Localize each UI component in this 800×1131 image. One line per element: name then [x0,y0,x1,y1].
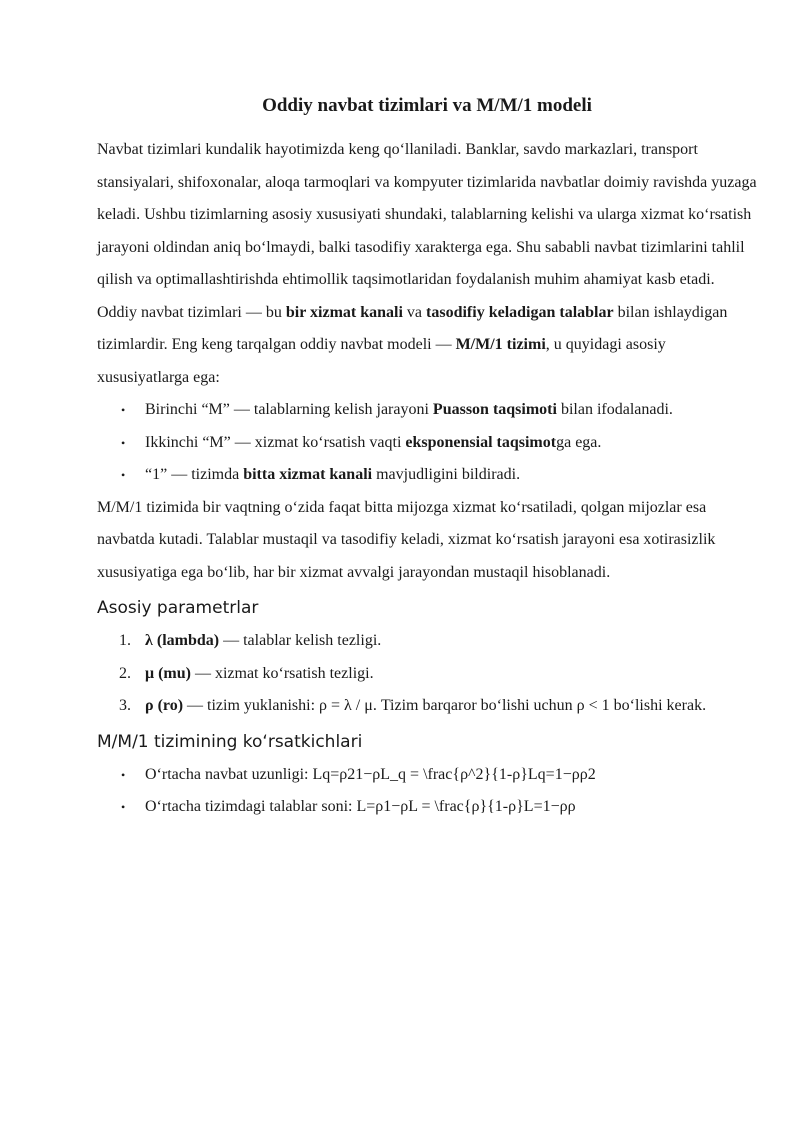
text-run: — xizmat ko‘rsatish tezligi. [190,664,374,682]
definition-paragraph [97,297,757,395]
text-run: va [402,303,427,321]
section-heading-parameters: Asosiy parametrlar [97,598,259,618]
list-item [97,625,757,658]
text-run: — tizim yuklanishi: ρ = λ / μ. Tizim barqaror bo‘lishi uchun ρ < 1 bo‘lishi kerak. [183,697,707,714]
list-number: 3. [119,697,131,714]
text-run: bilan ishlaydigan tizimlardir. Eng keng tarqalgan oddiy navbat modeli — [97,303,728,353]
mm1-paragraph: M/M/1 tizimida bir vaqtning o‘zida faqat bitta mijozga xizmat ko‘rsatiladi, qolgan mijozlar esa navbatda kutadi. Talablar mustaqil va tasodifiy keladi, xizmat ko‘rsatish jarayoni esa xotirasizlik xususiyatiga ega bo‘lib, har bir xizmat avvalgi jarayondan mustaqil hisoblanadi. [97,498,716,581]
text-run: mavjudligini bildiradi. [372,466,521,483]
bold-run: bir xizmat kanali [285,303,403,321]
list-item [97,759,757,792]
list-number: 2. [119,664,131,682]
bold-run: ρ (ro) [145,697,184,714]
list-item [97,427,757,460]
text-run: , u quyidagi asosiy xususiyatlarga ega: [97,336,666,386]
bullet-icon: • [121,435,126,450]
page-title: Oddiy navbat tizimlari va M/M/1 modeli [262,95,592,116]
text-run: O‘rtacha tizimdagi talablar soni: L=ρ1−ρL = \frac{ρ}{1-ρ}L=1−ρρ [145,798,576,815]
bold-run: bitta xizmat kanali [243,466,373,483]
list-number: 1. [119,632,131,649]
section-heading-metrics: M/M/1 tizimining ko‘rsatkichlari [97,731,363,752]
metrics-list [97,759,757,824]
bold-run: λ (lambda) [145,632,220,649]
intro-paragraph: Navbat tizimlari kundalik hayotimizda keng qo‘llaniladi. Banklar, savdo markazlari, transport stansiyalari, shifoxonalar, aloqa tarmoqlari va kompyuter tizimlarida navbatlar doimiy ravishda yuzaga keladi. Ushbu tizimlarning asosiy xususiyati shundaki, talablarning kelishi va ularga xizmat ko‘rsatish jarayoni oldindan aniq bo‘lmaydi, balki tasodifiy xarakterga ega. Shu sababli navbat tizimlarini tahlil qilish va optimallashtirishda ehtimollik taqsimotlaridan foydalanish muhim ahamiyat kasb etadi. [97,141,757,288]
list-item [97,394,757,427]
text-run: bilan ifodalanadi. [556,401,673,418]
document-page [97,92,757,824]
text-run: — talablar kelish tezligi. [219,632,382,649]
list-item [97,459,757,492]
parameters-list [97,625,757,723]
list-item [97,690,757,723]
bold-run: Puasson taqsimoti [432,401,557,418]
text-run: Birinchi “M” — talablarning kelish jarayoni [145,401,433,418]
bold-run: tasodifiy keladigan talablar [426,303,614,321]
bold-run: μ (mu) [145,664,191,682]
properties-list [97,394,757,492]
text-run: ga ega. [556,433,602,451]
text-run: O‘rtacha navbat uzunligi: Lq=ρ21−ρL_q = \frac{ρ^2}{1-ρ}Lq=1−ρρ2 [145,765,596,783]
bullet-icon: • [121,800,126,814]
bold-run: eksponensial taqsimot [405,433,557,451]
text-run: Ikkinchi “M” — xizmat ko‘rsatish vaqti [145,433,406,451]
list-item [97,791,757,824]
list-item [97,658,757,691]
bullet-icon: • [121,767,126,782]
bullet-icon: • [121,468,126,482]
bold-run: M/M/1 tizimi [455,336,546,353]
bullet-icon: • [121,403,126,417]
text-run: Oddiy navbat tizimlari — bu [97,303,286,321]
text-run: “1” — tizimda [145,466,244,483]
